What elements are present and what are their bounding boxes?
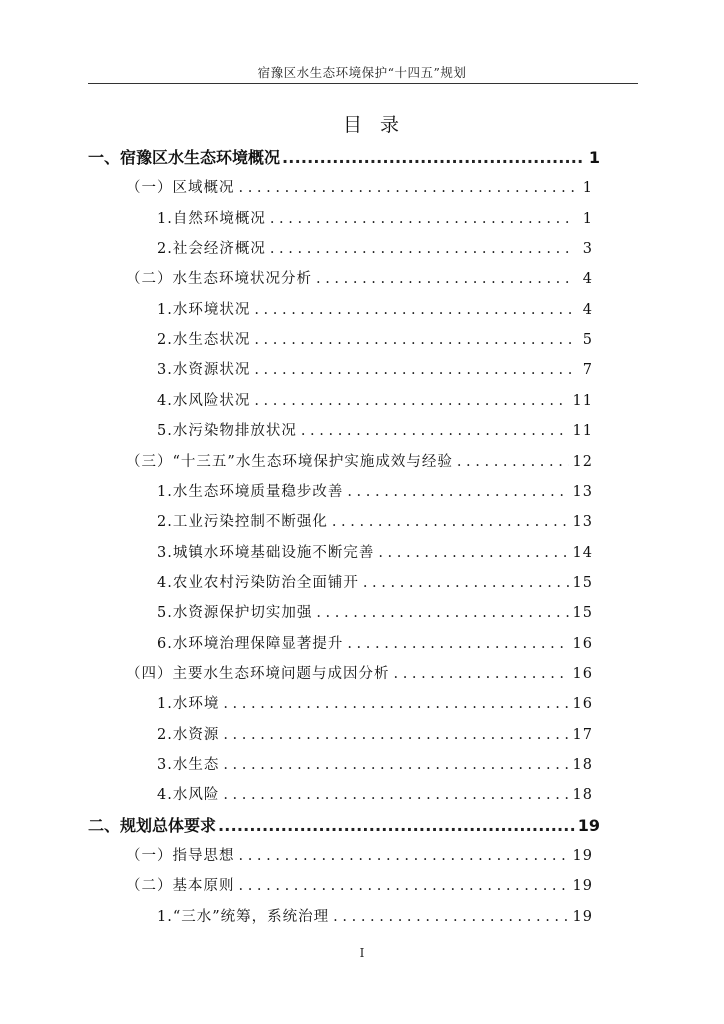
toc-entry[interactable] [88, 814, 600, 838]
toc-entry-page: 19 [572, 908, 593, 925]
toc-entry[interactable] [157, 601, 593, 625]
toc-entry[interactable] [157, 510, 593, 534]
toc-entry[interactable] [157, 723, 593, 747]
toc-dot-leader [282, 146, 584, 170]
toc-entry-label: （一）区域概况 [126, 180, 235, 197]
toc-dot-leader [223, 753, 568, 777]
toc-entry[interactable] [157, 298, 593, 322]
toc-entry-page: 17 [572, 726, 593, 743]
toc-dot-leader [347, 632, 568, 656]
toc-entry-label: 3.水生态 [157, 757, 220, 773]
toc-entry-label: （二）水生态环境状况分析 [126, 271, 312, 288]
toc-entry[interactable] [157, 632, 593, 656]
toc-dot-leader [301, 419, 569, 443]
toc-entry-label: 4.水风险状况 [157, 392, 251, 409]
toc-entry-page: 18 [572, 757, 593, 773]
page-number: I [359, 946, 365, 960]
toc-entry-label: 1.水生态环境质量稳步改善 [157, 483, 344, 500]
toc-entry[interactable] [126, 662, 593, 686]
toc-entry[interactable] [157, 207, 593, 231]
toc-entry-page: 19 [572, 848, 593, 865]
toc-entry-page: 16 [572, 665, 593, 682]
toc-entry[interactable] [157, 905, 593, 929]
toc-entry-page: 15 [572, 574, 593, 591]
toc-entry-page: 12 [572, 453, 593, 470]
toc-entry[interactable] [157, 753, 593, 777]
toc-entry-page: 19 [577, 815, 600, 835]
toc-entry[interactable] [157, 389, 593, 413]
toc-entry-label: 2.水资源 [157, 726, 220, 743]
toc-entry-page: 5 [582, 332, 593, 349]
toc-entry[interactable] [126, 450, 593, 474]
toc-dot-leader [316, 267, 575, 291]
toc-entry-page: 18 [572, 787, 593, 804]
toc-entry-page: 13 [572, 514, 593, 531]
toc-dot-leader [254, 298, 575, 322]
toc-entry-label: 二、规划总体要求 [88, 815, 217, 835]
toc-entry-label: （二）基本原则 [126, 878, 235, 895]
toc-entry-label: 1.水环境状况 [157, 301, 251, 318]
toc-dot-leader [457, 450, 569, 474]
toc-dot-leader [333, 905, 568, 929]
toc-entry-label: 1.自然环境概况 [157, 210, 266, 227]
toc-dot-leader [332, 510, 569, 534]
toc-entry-page: 16 [572, 696, 593, 713]
toc-entry-page: 16 [572, 635, 593, 652]
toc-entry-page: 15 [572, 605, 593, 622]
toc-entry-label: 3.水资源状况 [157, 362, 251, 379]
toc-dot-leader [394, 662, 569, 686]
toc-dot-leader [254, 389, 568, 413]
toc-entry[interactable] [126, 267, 593, 291]
toc-title: 目录 [342, 114, 417, 136]
toc-entry[interactable] [126, 844, 593, 868]
toc-dot-leader [378, 541, 568, 565]
toc-entry[interactable] [157, 541, 593, 565]
toc-entry-label: 2.工业污染控制不断强化 [157, 514, 328, 531]
toc-entry-label: （三）“十三五”水生态环境保护实施成效与经验 [126, 453, 453, 470]
running-header: 宿豫区水生态环境保护“十四五”规划 [257, 65, 467, 80]
toc-dot-leader [270, 207, 575, 231]
toc-dot-leader [316, 601, 568, 625]
toc-entry-label: 2.社会经济概况 [157, 241, 266, 258]
toc-dot-leader [223, 783, 568, 807]
toc-entry-page: 11 [572, 392, 593, 409]
toc-dot-leader [239, 176, 576, 200]
toc-entry-label: 4.农业农村污染防治全面铺开 [157, 574, 359, 591]
toc-entry[interactable] [157, 328, 593, 352]
toc-entry-page: 1 [582, 210, 593, 227]
toc-entry-label: 6.水环境治理保障显著提升 [157, 635, 344, 652]
toc-entry-label: 一、宿豫区水生态环境概况 [88, 148, 281, 167]
toc-entry[interactable] [126, 874, 593, 898]
toc-dot-leader [223, 723, 568, 747]
toc-dot-leader [254, 358, 575, 382]
toc-entry-label: 1.“三水”统筹，系统治理 [157, 908, 330, 925]
toc-entry-label: 3.城镇水环境基础设施不断完善 [157, 544, 375, 561]
toc-entry-page: 13 [572, 483, 593, 500]
toc-entry-label: 4.水风险 [157, 787, 220, 804]
toc-entry-page: 3 [582, 241, 593, 258]
toc-dot-leader [363, 571, 569, 595]
toc-entry[interactable] [157, 692, 593, 716]
toc-entry-page: 4 [582, 271, 593, 288]
toc-entry-page: 14 [572, 544, 593, 561]
toc-entry-label: （一）指导思想 [126, 848, 235, 865]
toc-entry[interactable] [157, 419, 593, 443]
toc-entry-page: 19 [572, 878, 593, 895]
toc-entry-page: 4 [582, 301, 593, 318]
toc-entry-page: 11 [572, 423, 593, 440]
toc-dot-leader [347, 480, 568, 504]
toc-entry-label: 1.水环境 [157, 696, 220, 713]
toc-dot-leader [223, 692, 568, 716]
toc-dot-leader [239, 844, 569, 868]
toc-entry[interactable] [88, 146, 600, 170]
toc-entry[interactable] [157, 571, 593, 595]
toc-entry[interactable] [157, 480, 593, 504]
toc-entry-page: 1 [582, 180, 593, 197]
toc-entry-page: 7 [582, 362, 593, 379]
toc-entry-page: 1 [588, 148, 600, 167]
toc-entry[interactable] [157, 358, 593, 382]
toc-dot-leader [254, 328, 575, 352]
toc-entry-label: 2.水生态状况 [157, 332, 251, 349]
toc-dot-leader [239, 874, 569, 898]
toc-entry[interactable] [157, 237, 593, 261]
toc-entry-label: 5.水污染物排放状况 [157, 423, 297, 440]
toc-dot-leader [270, 237, 575, 261]
toc-entry-label: 5.水资源保护切实加强 [157, 605, 313, 622]
toc-entry[interactable] [126, 176, 593, 200]
toc-dot-leader [218, 814, 576, 838]
toc-entry[interactable] [157, 783, 593, 807]
toc-entry-label: （四）主要水生态环境问题与成因分析 [126, 665, 390, 682]
